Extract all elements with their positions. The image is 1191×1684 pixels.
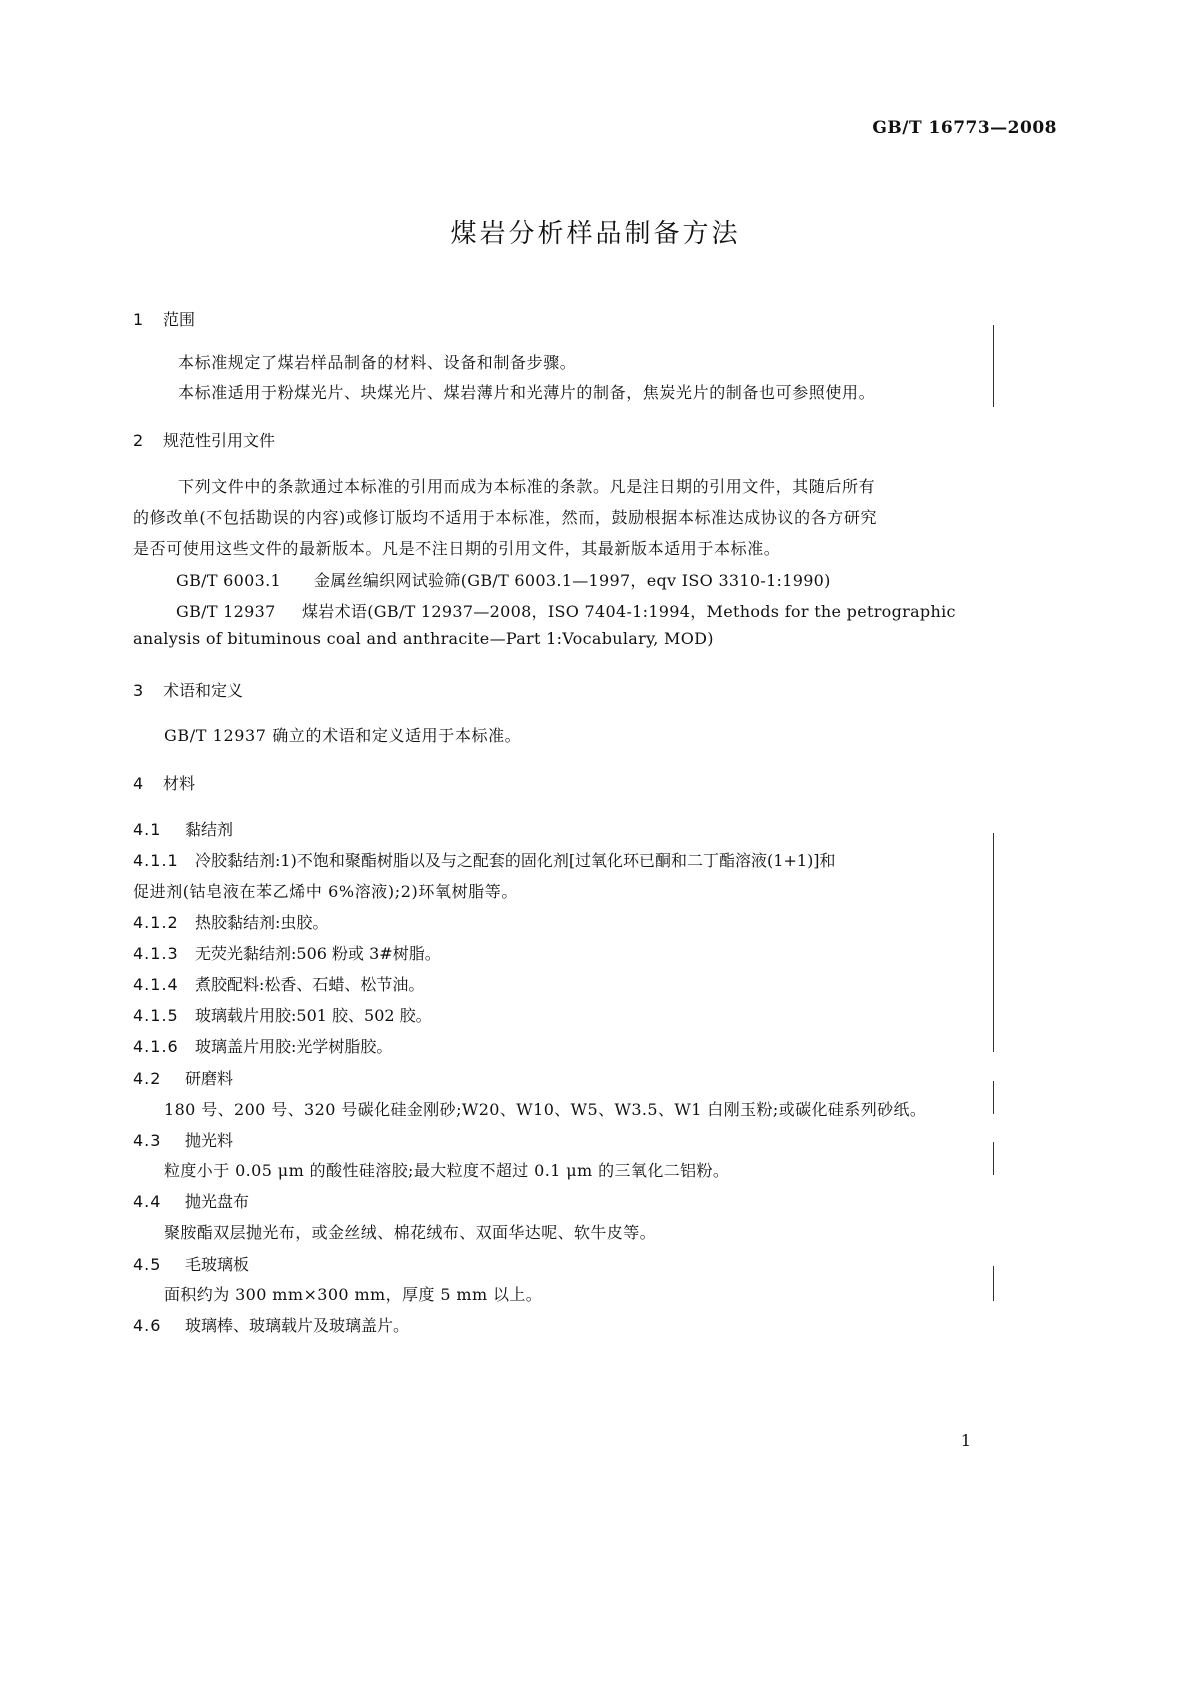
clause-4-1-4 — [133, 972, 424, 995]
clause-4-1 — [133, 817, 233, 840]
paragraph-line: 是否可使用这些文件的最新版本。凡是不注日期的引用文件，其最新版本适用于本标准。 — [133, 539, 781, 558]
clause-text: 粒度小于 0.05 μm 的酸性硅溶胶;最大粒度不超过 0.1 μm 的三氧化二铝粉。 — [164, 1161, 730, 1180]
clause-number: 4.1 — [133, 820, 162, 839]
clause-text: 聚胺酯双层抛光布，或金丝绒、棉花绒布、双面华达呢、软牛皮等。 — [164, 1223, 657, 1242]
clause-text-continued: 促进剂(钴皂液在苯乙烯中 6%溶液);2)环氧树脂等。 — [133, 882, 518, 901]
clause-title: 抛光盘布 — [185, 1192, 250, 1211]
section-2-heading — [133, 428, 275, 451]
change-bar — [993, 1081, 994, 1114]
clause-title: 黏结剂 — [185, 820, 234, 839]
clause-text: 热胶黏结剂:虫胶。 — [195, 913, 329, 932]
clause-4-1-6 — [133, 1034, 392, 1057]
section-3-heading — [133, 678, 243, 701]
clause-number: 4.6 — [133, 1316, 162, 1335]
clause-number: 4.1.3 — [133, 944, 179, 963]
clause-text: 玻璃载片用胶:501 胶、502 胶。 — [195, 1006, 432, 1025]
paragraph-line: 下列文件中的条款通过本标准的引用而成为本标准的条款。凡是注日期的引用文件，其随后所有 — [178, 477, 876, 496]
document-code: GB/T 16773—2008 — [872, 118, 1057, 138]
clause-number: 4.1.6 — [133, 1037, 179, 1056]
clause-number: 4.5 — [133, 1255, 162, 1274]
clause-number: 4.2 — [133, 1069, 162, 1088]
section-number: 4 — [133, 774, 144, 793]
clause-4-5 — [133, 1252, 249, 1275]
reference-text: 金属丝编织网试验筛(GB/T 6003.1—1997，eqv ISO 3310-1:1990) — [314, 571, 831, 590]
clause-number: 4.1.5 — [133, 1006, 179, 1025]
clause-number: 4.4 — [133, 1192, 162, 1211]
clause-4-1-2 — [133, 910, 328, 933]
normative-reference — [176, 568, 831, 591]
reference-code: GB/T 6003.1 — [176, 571, 281, 590]
reference-text-continued: analysis of bituminous coal and anthracite—Part 1:Vocabulary, MOD) — [133, 629, 714, 648]
clause-text: 玻璃棒、玻璃载片及玻璃盖片。 — [185, 1316, 410, 1335]
section-number: 2 — [133, 431, 144, 450]
clause-4-1-1 — [133, 848, 836, 871]
page-title: 煤岩分析样品制备方法 — [450, 219, 741, 249]
clause-title: 抛光料 — [185, 1131, 234, 1150]
clause-number: 4.1.2 — [133, 913, 179, 932]
section-number: 3 — [133, 681, 144, 700]
clause-number: 4.1.4 — [133, 975, 179, 994]
clause-4-6 — [133, 1313, 409, 1336]
section-number: 1 — [133, 310, 144, 329]
section-1-heading — [133, 307, 195, 330]
page-number: 1 — [960, 1431, 971, 1450]
section-title: 术语和定义 — [163, 681, 244, 700]
clause-text: 玻璃盖片用胶:光学树脂胶。 — [195, 1037, 393, 1056]
clause-title: 研磨料 — [185, 1069, 234, 1088]
change-bar — [993, 833, 994, 1052]
clause-number: 4.3 — [133, 1131, 162, 1150]
clause-4-2 — [133, 1066, 233, 1089]
section-title: 范围 — [163, 310, 196, 329]
reference-code: GB/T 12937 — [176, 602, 276, 621]
paragraph: 本标准适用于粉煤光片、块煤光片、煤岩薄片和光薄片的制备，焦炭光片的制备也可参照使用。 — [178, 383, 876, 402]
paragraph-line: 的修改单(不包括勘误的内容)或修订版均不适用于本标准，然而，鼓励根据本标准达成协议的各方研究 — [133, 508, 878, 527]
clause-text: 冷胶黏结剂:1)不饱和聚酯树脂以及与之配套的固化剂[过氧化环已酮和二丁酯溶液(1+1)]和 — [195, 851, 836, 870]
clause-number: 4.1.1 — [133, 851, 179, 870]
normative-reference — [176, 599, 956, 622]
clause-title: 毛玻璃板 — [185, 1255, 250, 1274]
paragraph: 本标准规定了煤岩样品制备的材料、设备和制备步骤。 — [178, 353, 577, 372]
clause-text: 180 号、200 号、320 号碳化硅金刚砂;W20、W10、W5、W3.5、W1 白刚玉粉;或碳化硅系列砂纸。 — [164, 1100, 927, 1119]
clause-text: 面积约为 300 mm×300 mm，厚度 5 mm 以上。 — [164, 1285, 543, 1304]
section-4-heading — [133, 771, 195, 794]
clause-text: 无荧光黏结剂:506 粉或 3#树脂。 — [195, 944, 441, 963]
clause-text: 煮胶配料:松香、石蜡、松节油。 — [195, 975, 425, 994]
section-title: 材料 — [163, 774, 196, 793]
change-bar — [993, 1142, 994, 1175]
change-bar — [993, 1266, 994, 1301]
reference-text: 煤岩术语(GB/T 12937—2008，ISO 7404-1:1994，Methods for the petrographic — [302, 602, 956, 621]
clause-4-1-5 — [133, 1003, 432, 1026]
clause-4-4 — [133, 1189, 249, 1212]
section-title: 规范性引用文件 — [163, 431, 276, 450]
change-bar — [993, 325, 994, 407]
clause-4-3 — [133, 1128, 233, 1151]
clause-4-1-3 — [133, 941, 441, 964]
paragraph: GB/T 12937 确立的术语和定义适用于本标准。 — [164, 726, 522, 745]
